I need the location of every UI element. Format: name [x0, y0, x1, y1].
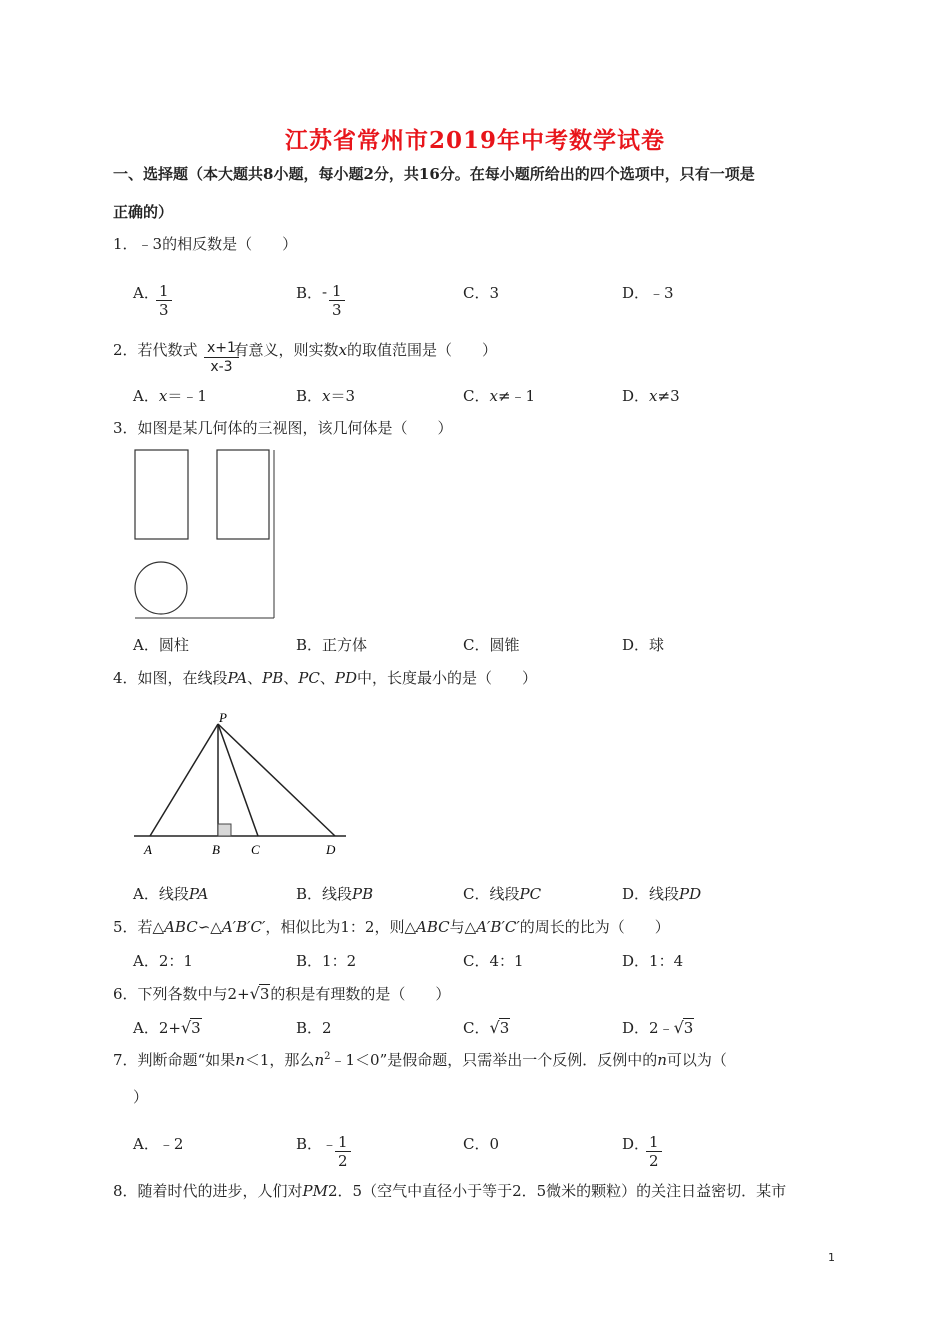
front-view-rect: [135, 450, 188, 539]
q7-stem-line2: ）: [133, 1088, 149, 1106]
q3-option-b: B．正方体: [296, 636, 368, 654]
q2-stem: [113, 339, 497, 360]
q1-option-c: C．3: [463, 284, 500, 302]
section-heading-line2: 正确的）: [113, 203, 174, 221]
right-angle-mark: [218, 824, 231, 836]
q1-b-denominator: 3: [332, 301, 342, 319]
q7-option-c: C．0: [463, 1135, 500, 1153]
q5-stem: 5．若△ABC∽△A′B′C′，相似比为1：2，则△ABC与△A′B′C′的周长的比为（ ）: [113, 918, 670, 936]
q4-option-d: D．线段PD: [622, 885, 702, 903]
q4-option-b: B．线段PB: [296, 885, 374, 903]
q2-option-c: C．x≠﹣1: [463, 387, 536, 405]
q2-denominator: x-3: [210, 359, 233, 375]
label-p: P: [219, 710, 227, 725]
three-view-figure: [130, 446, 280, 622]
q7-option-d-label: D．: [622, 1135, 650, 1153]
q6-option-d: D．2﹣√3: [622, 1018, 694, 1037]
q2-numerator: x+1: [204, 339, 239, 358]
segment-pa: [150, 724, 218, 836]
q7-option-a: A．﹣2: [133, 1135, 184, 1153]
page-number: 1: [828, 1251, 835, 1264]
q7-option-b-fraction: $\frac{1}{2}$: [335, 1133, 351, 1170]
q1-option-d: D．﹣3: [622, 284, 674, 302]
segment-pc: [218, 724, 258, 836]
q2-fraction: [204, 339, 239, 376]
sqrt-symbol: √: [249, 984, 260, 1003]
q2-option-d: D．x≠3: [622, 387, 680, 405]
q1-option-b-label: B．: [296, 284, 323, 302]
q2-option-b: B．x＝3: [296, 387, 356, 405]
q2-stem-post-1: 有意义，则实数: [233, 341, 339, 359]
exam-title: 江苏省常州市2019年中考数学试卷: [284, 127, 665, 154]
q4-option-a: A．线段PA: [133, 885, 209, 903]
label-c: C: [251, 842, 260, 857]
q5-option-d: D．1：4: [622, 952, 684, 970]
q8-stem: 8．随着时代的进步，人们对PM2．5（空气中直径小于等于2．5微米的颗粒）的关注日益密切．某市: [113, 1182, 787, 1200]
q1-option-b-fraction: [329, 282, 345, 319]
q6-option-c: C．√3: [463, 1018, 510, 1037]
segment-pd: [218, 724, 335, 836]
q1-a-denominator: 3: [159, 301, 169, 319]
q5-option-c: C．4：1: [463, 952, 524, 970]
q2-option-a: A．x＝﹣1: [133, 387, 207, 405]
q2-var: x: [338, 341, 348, 359]
section-heading-line1: 一、选择题（本大题共8小题，每小题2分，共16分。在每小题所给出的四个选项中，只有一项是: [113, 165, 755, 183]
q1-a-numerator: 1: [156, 282, 172, 301]
q5-option-a: A．2：1: [133, 952, 193, 970]
q1-option-b-sign: -: [322, 283, 328, 301]
segments-figure: [130, 706, 352, 866]
q2-stem-post-2: 的取值范围是（ ）: [347, 341, 498, 359]
q7-option-d-fraction: $\frac{1}{2}$: [646, 1133, 662, 1170]
q4-option-c: C．线段PC: [463, 885, 542, 903]
q1-option-a-label: A．: [133, 284, 159, 302]
q3-option-c: C．圆锥: [463, 636, 520, 654]
label-a: A: [144, 842, 152, 857]
top-view-circle: [135, 562, 187, 614]
q7-stem-line1: 7．判断命题“如果n＜1，那么$n^2﹣1<0$”是假命题，只需举出一个反例．反例中的n可以为（: [113, 1051, 727, 1069]
q4-stem: 4．如图，在线段PA、PB、PC、PD中，长度最小的是（ ）: [113, 669, 537, 687]
q1-stem: 1．﹣3的相反数是（ ）: [113, 235, 298, 253]
q1-b-numerator: 1: [329, 282, 345, 301]
q6-stem: 6．下列各数中与2+√3的积是有理数的是（ ）: [113, 984, 451, 1003]
label-b: B: [212, 842, 220, 857]
label-d: D: [326, 842, 336, 857]
q6-option-a: A．2+√3: [133, 1018, 201, 1037]
q2-stem-pre: 2．若代数式: [113, 341, 198, 359]
q3-stem: 3．如图是某几何体的三视图，该几何体是（ ）: [113, 419, 453, 437]
q1-option-a-fraction: [156, 282, 172, 319]
q3-option-a: A．圆柱: [133, 636, 189, 654]
q7-option-b-label: B．﹣: [296, 1135, 338, 1153]
q6-option-b: B．2: [296, 1019, 332, 1037]
q5-option-b: B．1：2: [296, 952, 357, 970]
q3-option-d: D．球: [622, 636, 665, 654]
side-view-rect: [217, 450, 269, 539]
